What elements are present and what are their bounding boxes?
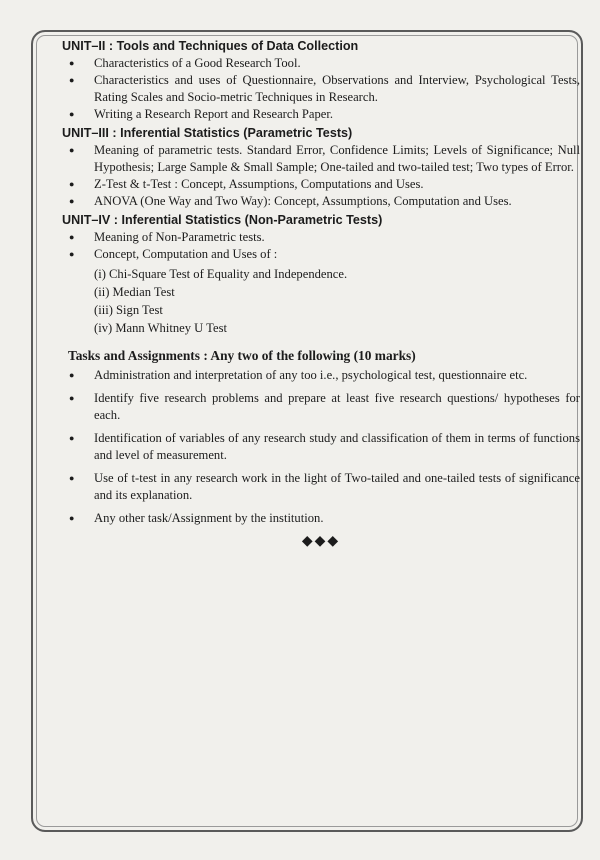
list-item: ● Identify five research problems and prepare at least five research questions/ hypotheses for each. xyxy=(62,390,580,424)
tasks-heading: Tasks and Assignments : Any two of the following (10 marks) xyxy=(68,348,416,363)
list-item: ● Meaning of Non-Parametric tests. xyxy=(62,229,580,246)
list-item: ● Writing a Research Report and Research Paper. xyxy=(62,106,580,123)
sub-list-item: (iv) Mann Whitney U Test xyxy=(94,321,227,335)
unit-2-list xyxy=(62,55,580,123)
list-item: ● Meaning of parametric tests. Standard Error, Confidence Limits; Levels of Significance; Null Hypothesis; Large Sample & Small Sample; One-tailed and two-tailed test; Two types of Error. xyxy=(62,142,580,176)
sub-list-item: (iii) Sign Test xyxy=(94,303,163,317)
list-item-text: Concept, Computation and Uses of : xyxy=(94,247,278,261)
unit-3-heading: UNIT–III : Inferential Statistics (Parametric Tests) xyxy=(62,126,353,140)
sub-list xyxy=(94,265,580,337)
list-item: ● ANOVA (One Way and Two Way): Concept, Assumptions, Computation and Uses. xyxy=(62,193,580,210)
list-item: ● Characteristics of a Good Research Tool. xyxy=(62,55,580,72)
end-ornament: ◆◆◆ xyxy=(301,534,341,549)
list-item: ● Any other task/Assignment by the institution. xyxy=(62,510,580,527)
unit-2-heading: UNIT–II : Tools and Techniques of Data Collection xyxy=(62,39,359,53)
unit-4-heading: UNIT–IV : Inferential Statistics (Non-Parametric Tests) xyxy=(62,213,383,227)
unit-4-list xyxy=(62,229,580,337)
list-item: ● Z-Test & t-Test : Concept, Assumptions, Computations and Uses. xyxy=(62,176,580,193)
list-item: ● Administration and interpretation of any too i.e., psychological test, questionnaire etc. xyxy=(62,367,580,384)
syllabus-content xyxy=(62,38,580,550)
list-item: ● Identification of variables of any research study and classification of them in terms of functions and level of measurement. xyxy=(62,430,580,464)
list-item: ● Use of t-test in any research work in the light of Two-tailed and one-tailed tests of significance and its explanation. xyxy=(62,470,580,504)
list-item: ● Characteristics and uses of Questionnaire, Observations and Interview, Psychological Tests, Rating Scales and Socio-metric Techniques in Research. xyxy=(62,72,580,106)
sub-list-item: (i) Chi-Square Test of Equality and Independence. xyxy=(94,267,348,281)
unit-3-list xyxy=(62,142,580,210)
tasks-list xyxy=(62,367,580,527)
list-item xyxy=(62,246,580,337)
sub-list-item: (ii) Median Test xyxy=(94,285,175,299)
